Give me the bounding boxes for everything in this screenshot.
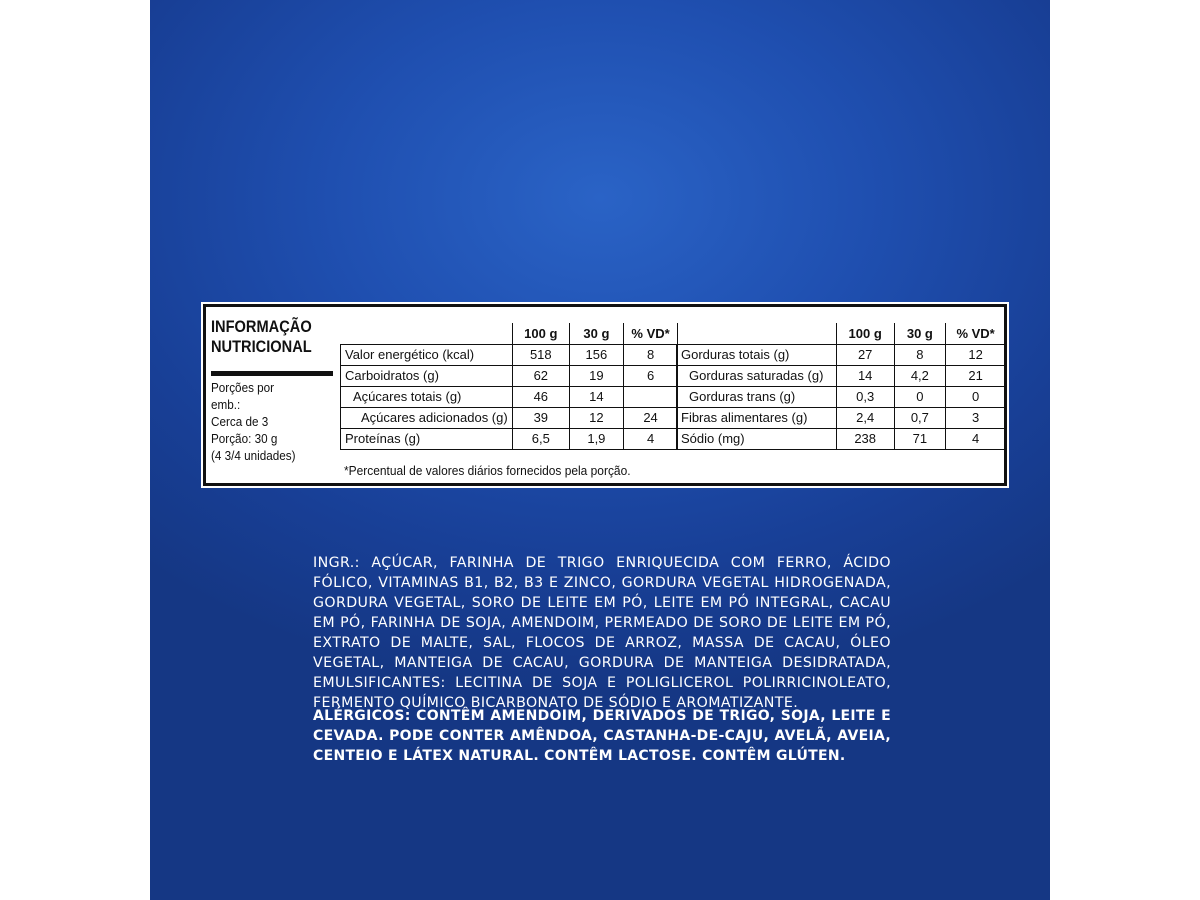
- value-30g: 14: [569, 386, 624, 407]
- value-vd: 21: [946, 365, 1006, 386]
- title-rule: [211, 371, 333, 376]
- value-100g: 62: [512, 365, 569, 386]
- column-header: 100 g: [836, 323, 894, 344]
- portion-line: Cerca de 3: [211, 414, 269, 429]
- column-header: % VD*: [624, 323, 678, 344]
- value-30g: 71: [894, 428, 946, 449]
- table-header-row: [677, 323, 1006, 344]
- value-vd: 4: [624, 428, 678, 449]
- table-row: [341, 365, 678, 386]
- column-header: % VD*: [946, 323, 1006, 344]
- value-30g: 0: [894, 386, 946, 407]
- nutrition-title-line2: NUTRICIONAL: [211, 337, 312, 356]
- table-row: [677, 386, 1006, 407]
- nutrition-title-line1: INFORMAÇÃO: [211, 317, 312, 336]
- nutrient-label: Gorduras trans (g): [677, 386, 837, 407]
- nutrient-label: Fibras alimentares (g): [677, 407, 837, 428]
- nutrient-label: Gorduras saturadas (g): [677, 365, 837, 386]
- table-row: [677, 407, 1006, 428]
- portion-line: emb.:: [211, 397, 241, 412]
- nutrition-table-left: [340, 323, 678, 450]
- allergens-text: ALÉRGICOS: CONTÊM AMENDOIM, DERIVADOS DE TRIGO, SOJA, LEITE E CEVADA. PODE CONTER AMÊNDOA, CASTANHA-DE-CAJU, AVELÃ, AVEIA, CENTEIO E LÁTEX NATURAL. CONTÊM LACTOSE. CONTÊM GLÚTEN.: [313, 708, 891, 764]
- value-vd: 24: [624, 407, 678, 428]
- daily-value-footnote: *Percentual de valores diários fornecidos pela porção.: [344, 463, 631, 478]
- nutrient-label: Proteínas (g): [341, 428, 513, 449]
- nutrient-label: Valor energético (kcal): [341, 344, 513, 365]
- value-30g: 156: [569, 344, 624, 365]
- table-row: [677, 344, 1006, 365]
- nutrient-label: Carboidratos (g): [341, 365, 513, 386]
- column-header: 100 g: [512, 323, 569, 344]
- ingredients-text: INGR.: AÇÚCAR, FARINHA DE TRIGO ENRIQUECIDA COM FERRO, ÁCIDO FÓLICO, VITAMINAS B1, B2, B3 E ZINCO, GORDURA VEGETAL HIDROGENADA, GORDURA VEGETAL, SORO DE LEITE EM PÓ, LEITE EM PÓ INTEGRAL, CACAU EM PÓ, FARINHA DE SOJA, AMENDOIM, PERMEADO DE SORO DE LEITE EM PÓ, EXTRATO DE MALTE, SAL, FLOCOS DE ARROZ, MASSA DE CACAU, ÓLEO VEGETAL, MANTEIGA DE CACAU, GORDURA DE MANTEIGA DESIDRATADA, EMULSIFICANTES: LECITINA DE SOJA E POLIGLICEROL POLIRRICINOLEATO, FERMENTO QUÍMICO BICARBONATO DE SÓDIO E AROMATIZANTE.: [313, 555, 891, 711]
- value-30g: 12: [569, 407, 624, 428]
- value-vd: 0: [946, 386, 1006, 407]
- value-vd: 12: [946, 344, 1006, 365]
- value-100g: 0,3: [836, 386, 894, 407]
- nutrition-facts-table: [203, 304, 1007, 486]
- nutrition-table-right: [676, 323, 1006, 450]
- value-100g: 6,5: [512, 428, 569, 449]
- value-30g: 4,2: [894, 365, 946, 386]
- column-header: 30 g: [569, 323, 624, 344]
- value-100g: 518: [512, 344, 569, 365]
- nutrient-label: Açúcares adicionados (g): [341, 407, 513, 428]
- portion-line: (4 3/4 unidades): [211, 448, 296, 463]
- value-vd: [624, 386, 678, 407]
- value-100g: 238: [836, 428, 894, 449]
- value-30g: 0,7: [894, 407, 946, 428]
- value-30g: 19: [569, 365, 624, 386]
- value-vd: 6: [624, 365, 678, 386]
- table-row: [341, 344, 678, 365]
- table-header-row: [341, 323, 678, 344]
- column-header: 30 g: [894, 323, 946, 344]
- value-vd: 4: [946, 428, 1006, 449]
- table-row: [341, 407, 678, 428]
- table-row: [341, 386, 678, 407]
- value-100g: 14: [836, 365, 894, 386]
- value-vd: 3: [946, 407, 1006, 428]
- value-100g: 39: [512, 407, 569, 428]
- table-row: [677, 365, 1006, 386]
- value-100g: 46: [512, 386, 569, 407]
- table-row: [341, 428, 678, 449]
- nutrient-label: Sódio (mg): [677, 428, 837, 449]
- nutrition-header-block: [211, 317, 333, 463]
- value-100g: 27: [836, 344, 894, 365]
- portion-line: Porções por: [211, 380, 275, 395]
- value-vd: 8: [624, 344, 678, 365]
- nutrient-label: Açúcares totais (g): [341, 386, 513, 407]
- table-row: [677, 428, 1006, 449]
- nutrient-label: Gorduras totais (g): [677, 344, 837, 365]
- package-panel: [150, 0, 1050, 900]
- value-30g: 1,9: [569, 428, 624, 449]
- portion-info: [211, 379, 341, 464]
- value-100g: 2,4: [836, 407, 894, 428]
- value-30g: 8: [894, 344, 946, 365]
- portion-line: Porção: 30 g: [211, 431, 278, 446]
